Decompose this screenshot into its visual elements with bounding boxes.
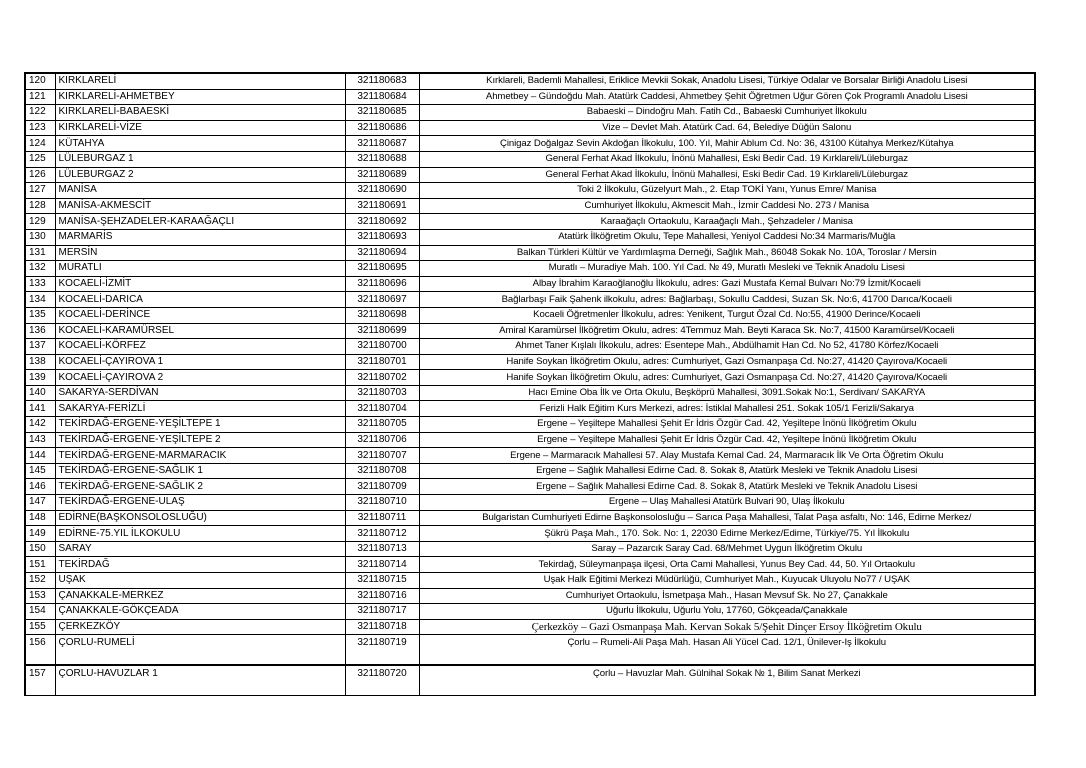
table-row	[25, 417, 1035, 433]
location-name-cell: KOCAELİ-İZMİT	[55, 276, 345, 292]
table-row	[25, 495, 1035, 511]
address-cell: Toki 2 İlkokulu, Güzelyurt Mah., 2. Etap TOKİ Yanı, Yunus Emre/ Manisa	[419, 183, 1035, 199]
location-name-cell: MARMARİS	[55, 229, 345, 245]
address-cell: Amiral Karamürsel İlköğretim Okulu, adres: 4Temmuz Mah. Beyti Karaca Sk. No:7, 41500 Karamürsel/Kocaeli	[419, 323, 1035, 339]
location-code-cell: 321180710	[345, 495, 419, 511]
address-cell: Vize – Devlet Mah. Atatürk Cad. 64, Belediye Düğün Salonu	[419, 120, 1035, 136]
address-cell: Bağlarbaşı Faik Şahenk ilkokulu, adres: Bağlarbaşı, Sokullu Caddesi, Suzan Sk. No:6, 41700 Darıca/Kocaeli	[419, 292, 1035, 308]
table-row	[25, 463, 1035, 479]
table-row	[25, 401, 1035, 417]
location-name-cell: UŞAK	[55, 573, 345, 589]
address-cell: Çorlu – Havuzlar Mah. Gülnihal Sokak № 1, Bilim Sanat Merkezi	[419, 665, 1035, 696]
table-row	[25, 339, 1035, 355]
table-row	[25, 151, 1035, 167]
location-code-cell: 321180693	[345, 229, 419, 245]
locations-table	[24, 72, 1036, 696]
row-number-cell: 142	[25, 417, 55, 433]
location-code-cell: 321180697	[345, 292, 419, 308]
row-number-cell: 140	[25, 385, 55, 401]
address-cell: Ergene – Marmaracık Mahallesi 57. Alay Mustafa Kemal Cad. 24, Marmaracık İlk Ve Orta Öğretim Okulu	[419, 448, 1035, 464]
location-name-cell: KOCAELİ-ÇAYIROVA 2	[55, 370, 345, 386]
table-row	[25, 183, 1035, 199]
location-code-cell: 321180690	[345, 183, 419, 199]
address-cell: Ergene – Sağlık Mahallesi Edirne Cad. 8. Sokak 8, Atatürk Mesleki ve Teknik Anadolu Lisesi	[419, 463, 1035, 479]
table-row	[25, 229, 1035, 245]
location-code-cell: 321180718	[345, 619, 419, 635]
location-name-cell: MURATLI	[55, 261, 345, 277]
location-name-cell: KOCAELİ-ÇAYIROVA 1	[55, 354, 345, 370]
locations-table-body	[25, 73, 1035, 696]
address-cell: Babaeski – Dindoğru Mah. Fatih Cd., Babaeski Cumhuriyet İlkokulu	[419, 105, 1035, 121]
location-name-cell: TEKİRDAĞ-ERGENE-ULAŞ	[55, 495, 345, 511]
row-number-cell: 137	[25, 339, 55, 355]
location-code-cell: 321180685	[345, 105, 419, 121]
location-name-cell: KIRKLARELİ-AHMETBEY	[55, 89, 345, 105]
address-cell: Ferizli Halk Eğitim Kurs Merkezi, adres: İstiklal Mahallesi 251. Sokak 105/1 Ferizli/Sakarya	[419, 401, 1035, 417]
location-code-cell: 321180699	[345, 323, 419, 339]
location-name-cell: KOCAELİ-DARICA	[55, 292, 345, 308]
row-number-cell: 146	[25, 479, 55, 495]
row-number-cell: 123	[25, 120, 55, 136]
address-cell: Cumhuriyet Ortaokulu, İsmetpaşa Mah., Hasan Mevsuf Sk. No 27, Çanakkale	[419, 588, 1035, 604]
table-row	[25, 604, 1035, 620]
address-cell: General Ferhat Akad İlkokulu, İnönü Mahallesi, Eski Bedir Cad. 19 Kırklareli/Lüleburgaz	[419, 167, 1035, 183]
address-cell: Ergene – Yeşiltepe Mahallesi Şehit Er İdris Özgür Cad. 42, Yeşiltepe İnönü İlköğretim Okulu	[419, 432, 1035, 448]
row-number-cell: 141	[25, 401, 55, 417]
location-name-cell: TEKİRDAĞ-ERGENE-YEŞİLTEPE 2	[55, 432, 345, 448]
row-number-cell: 147	[25, 495, 55, 511]
table-row	[25, 665, 1035, 696]
table-row	[25, 292, 1035, 308]
location-name-cell: ÇANAKKALE-GÖKÇEADA	[55, 604, 345, 620]
location-code-cell: 321180706	[345, 432, 419, 448]
location-name-cell: ÇERKEZKÖY	[55, 619, 345, 635]
row-number-cell: 135	[25, 307, 55, 323]
address-cell: Bulgaristan Cumhuriyeti Edirne Başkonsolosluğu – Sarıca Paşa Mahallesi, Talat Paşa asfaltı, No: 146, Edirne Merkez/	[419, 510, 1035, 526]
row-number-cell: 154	[25, 604, 55, 620]
row-number-cell: 133	[25, 276, 55, 292]
table-row	[25, 245, 1035, 261]
table-row	[25, 448, 1035, 464]
location-name-cell: KIRKLARELİ-BABAESKİ	[55, 105, 345, 121]
row-number-cell: 152	[25, 573, 55, 589]
row-number-cell: 132	[25, 261, 55, 277]
row-number-cell: 149	[25, 526, 55, 542]
location-code-cell: 321180698	[345, 307, 419, 323]
row-number-cell: 157	[25, 665, 55, 696]
location-name-cell: TEKİRDAĞ	[55, 557, 345, 573]
address-cell: Saray – Pazarcık Saray Cad. 68/Mehmet Uygun İlköğretim Okulu	[419, 541, 1035, 557]
address-cell: Ahmet Taner Kışlalı İlkokulu, adres: Esentepe Mah., Abdülhamit Han Cd. No 52, 41780 Körfez/Kocaeli	[419, 339, 1035, 355]
location-name-cell: LÜLEBURGAZ 1	[55, 151, 345, 167]
address-cell: Ergene – Yeşiltepe Mahallesi Şehit Er İdris Özgür Cad. 42, Yeşiltepe İnönü İlköğretim Okulu	[419, 417, 1035, 433]
row-number-cell: 153	[25, 588, 55, 604]
table-row	[25, 385, 1035, 401]
location-code-cell: 321180711	[345, 510, 419, 526]
table-row	[25, 588, 1035, 604]
address-cell: Uğurlu İlkokulu, Uğurlu Yolu, 17760, Gökçeada/Çanakkale	[419, 604, 1035, 620]
row-number-cell: 139	[25, 370, 55, 386]
address-cell: Atatürk İlköğretim Okulu, Tepe Mahallesi, Yeniyol Caddesi No:34 Marmaris/Muğla	[419, 229, 1035, 245]
location-code-cell: 321180694	[345, 245, 419, 261]
table-row	[25, 323, 1035, 339]
table-row	[25, 89, 1035, 105]
table-row	[25, 214, 1035, 230]
row-number-cell: 134	[25, 292, 55, 308]
location-code-cell: 321180702	[345, 370, 419, 386]
table-row	[25, 307, 1035, 323]
location-code-cell: 321180692	[345, 214, 419, 230]
address-cell: Çinigaz Doğalgaz Sevin Akdoğan İlkokulu, 100. Yıl, Mahir Ablum Cd. No: 36, 43100 Kütahya Merkez/Kütahya	[419, 136, 1035, 152]
address-cell: Kırklareli, Bademli Mahallesi, Eriklice Mevkii Sokak, Anadolu Lisesi, Türkiye Odalar ve Borsalar Birliği Anadolu Lisesi	[419, 73, 1035, 89]
location-name-cell: MERSİN	[55, 245, 345, 261]
location-code-cell: 321180714	[345, 557, 419, 573]
address-cell: Uşak Halk Eğitimi Merkezi Müdürlüğü, Cumhuriyet Mah., Kuyucak Uluyolu No77 / UŞAK	[419, 573, 1035, 589]
address-cell: Ahmetbey – Gündoğdu Mah. Atatürk Caddesi, Ahmetbey Şehit Öğretmen Uğur Gören Çok Programlı Anadolu Lisesi	[419, 89, 1035, 105]
location-code-cell: 321180683	[345, 73, 419, 89]
location-code-cell: 321180705	[345, 417, 419, 433]
location-name-cell: TEKİRDAĞ-ERGENE-SAĞLIK 2	[55, 479, 345, 495]
location-name-cell: MANİSA	[55, 183, 345, 199]
address-cell: Muratlı – Muradiye Mah. 100. Yıl Cad. № 49, Muratlı Mesleki ve Teknik Anadolu Lisesi	[419, 261, 1035, 277]
row-number-cell: 126	[25, 167, 55, 183]
row-number-cell: 138	[25, 354, 55, 370]
address-cell: Çorlu – Rumeli-Ali Paşa Mah. Hasan Ali Yücel Cad. 12/1, Ünilever-Iş İlkokulu	[419, 635, 1035, 666]
address-cell: Hacı Emine Oba İlk ve Orta Okulu, Beşköprü Mahallesi, 3091.Sokak No:1, Serdivan/ SAKARYA	[419, 385, 1035, 401]
address-cell: Ergene – Sağlık Mahallesi Edirne Cad. 8. Sokak 8, Atatürk Mesleki ve Teknik Anadolu Lisesi	[419, 479, 1035, 495]
row-number-cell: 120	[25, 73, 55, 89]
table-row	[25, 370, 1035, 386]
location-name-cell: TEKİRDAĞ-ERGENE-YEŞİLTEPE 1	[55, 417, 345, 433]
table-row	[25, 120, 1035, 136]
location-code-cell: 321180688	[345, 151, 419, 167]
row-number-cell: 155	[25, 619, 55, 635]
row-number-cell: 136	[25, 323, 55, 339]
row-number-cell: 129	[25, 214, 55, 230]
address-cell: Çerkezköy – Gazi Osmanpaşa Mah. Kervan Sokak 5/Şehit Dinçer Ersoy İlköğretim Okulu	[419, 619, 1035, 635]
location-code-cell: 321180717	[345, 604, 419, 620]
location-code-cell: 321180696	[345, 276, 419, 292]
location-name-cell: ÇORLU-HAVUZLAR 1	[55, 665, 345, 696]
location-code-cell: 321180712	[345, 526, 419, 542]
location-code-cell: 321180708	[345, 463, 419, 479]
row-number-cell: 130	[25, 229, 55, 245]
table-row	[25, 136, 1035, 152]
location-name-cell: SAKARYA-FERİZLİ	[55, 401, 345, 417]
address-cell: Balkan Türkleri Kültür ve Yardımlaşma Derneği, Sağlık Mah., 86048 Sokak No. 10A, Toroslar / Mersin	[419, 245, 1035, 261]
location-code-cell: 321180695	[345, 261, 419, 277]
table-row	[25, 541, 1035, 557]
location-code-cell: 321180716	[345, 588, 419, 604]
location-code-cell: 321180704	[345, 401, 419, 417]
location-code-cell: 321180713	[345, 541, 419, 557]
address-cell: Hanife Soykan İlköğretim Okulu, adres: Cumhuriyet, Gazi Osmanpaşa Cd. No:27, 41420 Çayırova/Kocaeli	[419, 370, 1035, 386]
location-name-cell: TEKİRDAĞ-ERGENE-SAĞLIK 1	[55, 463, 345, 479]
location-name-cell: KIRKLARELİ	[55, 73, 345, 89]
row-number-cell: 151	[25, 557, 55, 573]
location-code-cell: 321180703	[345, 385, 419, 401]
location-name-cell: KOCAELİ-KÖRFEZ	[55, 339, 345, 355]
location-name-cell: MANİSA-AKMESCİT	[55, 198, 345, 214]
row-number-cell: 144	[25, 448, 55, 464]
table-row	[25, 432, 1035, 448]
location-code-cell: 321180686	[345, 120, 419, 136]
table-row	[25, 198, 1035, 214]
table-row	[25, 557, 1035, 573]
row-number-cell: 125	[25, 151, 55, 167]
address-cell: General Ferhat Akad İlkokulu, İnönü Mahallesi, Eski Bedir Cad. 19 Kırklareli/Lüleburgaz	[419, 151, 1035, 167]
table-row	[25, 261, 1035, 277]
row-number-cell: 145	[25, 463, 55, 479]
table-row	[25, 276, 1035, 292]
table-row	[25, 479, 1035, 495]
location-code-cell: 321180715	[345, 573, 419, 589]
row-number-cell: 143	[25, 432, 55, 448]
location-code-cell: 321180691	[345, 198, 419, 214]
row-number-cell: 150	[25, 541, 55, 557]
address-cell: Şükrü Paşa Mah., 170. Sok. No: 1, 22030 Edirne Merkez/Edirne, Türkiye/75. Yıl İlkokulu	[419, 526, 1035, 542]
row-number-cell: 127	[25, 183, 55, 199]
location-name-cell: LÜLEBURGAZ 2	[55, 167, 345, 183]
location-name-cell: ÇORLU-RUMELİ	[55, 635, 345, 666]
location-name-cell: ÇANAKKALE-MERKEZ	[55, 588, 345, 604]
location-code-cell: 321180701	[345, 354, 419, 370]
row-number-cell: 128	[25, 198, 55, 214]
table-row	[25, 526, 1035, 542]
location-code-cell: 321180684	[345, 89, 419, 105]
address-cell: Karaağaçlı Ortaokulu, Karaağaçlı Mah., Şehzadeler / Manisa	[419, 214, 1035, 230]
row-number-cell: 148	[25, 510, 55, 526]
address-cell: Tekirdağ, Süleymanpaşa ilçesi, Orta Cami Mahallesi, Yunus Bey Cad. 44, 50. Yıl Ortaokulu	[419, 557, 1035, 573]
row-number-cell: 156	[25, 635, 55, 666]
location-name-cell: KOCAELİ-DERİNCE	[55, 307, 345, 323]
table-row	[25, 105, 1035, 121]
row-number-cell: 124	[25, 136, 55, 152]
location-name-cell: SAKARYA-SERDİVAN	[55, 385, 345, 401]
address-cell: Albay İbrahim Karaoğlanoğlu İlkokulu, adres: Gazi Mustafa Kemal Bulvarı No:79 İzmit/Kocaeli	[419, 276, 1035, 292]
location-name-cell: EDİRNE-75.YIL İLKOKULU	[55, 526, 345, 542]
location-name-cell: EDİRNE(BAŞKONSOLOSLUĞU)	[55, 510, 345, 526]
row-number-cell: 122	[25, 105, 55, 121]
address-cell: Ergene – Ulaş Mahallesi Atatürk Bulvari 90, Ulaş İlkokulu	[419, 495, 1035, 511]
address-cell: Hanife Soykan İlköğretim Okulu, adres: Cumhuriyet, Gazi Osmanpaşa Cd. No:27, 41420 Çayırova/Kocaeli	[419, 354, 1035, 370]
location-name-cell: TEKİRDAĞ-ERGENE-MARMARACIK	[55, 448, 345, 464]
location-name-cell: KIRKLARELİ-VİZE	[55, 120, 345, 136]
table-row	[25, 167, 1035, 183]
location-code-cell: 321180707	[345, 448, 419, 464]
table-row	[25, 619, 1035, 635]
location-code-cell: 321180720	[345, 665, 419, 696]
location-code-cell: 321180687	[345, 136, 419, 152]
table-row	[25, 73, 1035, 89]
location-code-cell: 321180689	[345, 167, 419, 183]
table-row	[25, 573, 1035, 589]
table-row	[25, 354, 1035, 370]
row-number-cell: 121	[25, 89, 55, 105]
location-name-cell: KOCAELİ-KARAMÜRSEL	[55, 323, 345, 339]
address-cell: Cumhuriyet İlkokulu, Akmescit Mah., İzmir Caddesi No. 273 / Manisa	[419, 198, 1035, 214]
location-name-cell: SARAY	[55, 541, 345, 557]
location-code-cell: 321180719	[345, 635, 419, 666]
table-row	[25, 510, 1035, 526]
location-name-cell: KÜTAHYA	[55, 136, 345, 152]
location-code-cell: 321180700	[345, 339, 419, 355]
location-name-cell: MANİSA-ŞEHZADELER-KARAAĞAÇLI	[55, 214, 345, 230]
table-row	[25, 635, 1035, 666]
location-code-cell: 321180709	[345, 479, 419, 495]
address-cell: Kocaeli Öğretmenler İlkokulu, adres: Yenikent, Turgut Özal Cd. No:55, 41900 Derince/Kocaeli	[419, 307, 1035, 323]
row-number-cell: 131	[25, 245, 55, 261]
